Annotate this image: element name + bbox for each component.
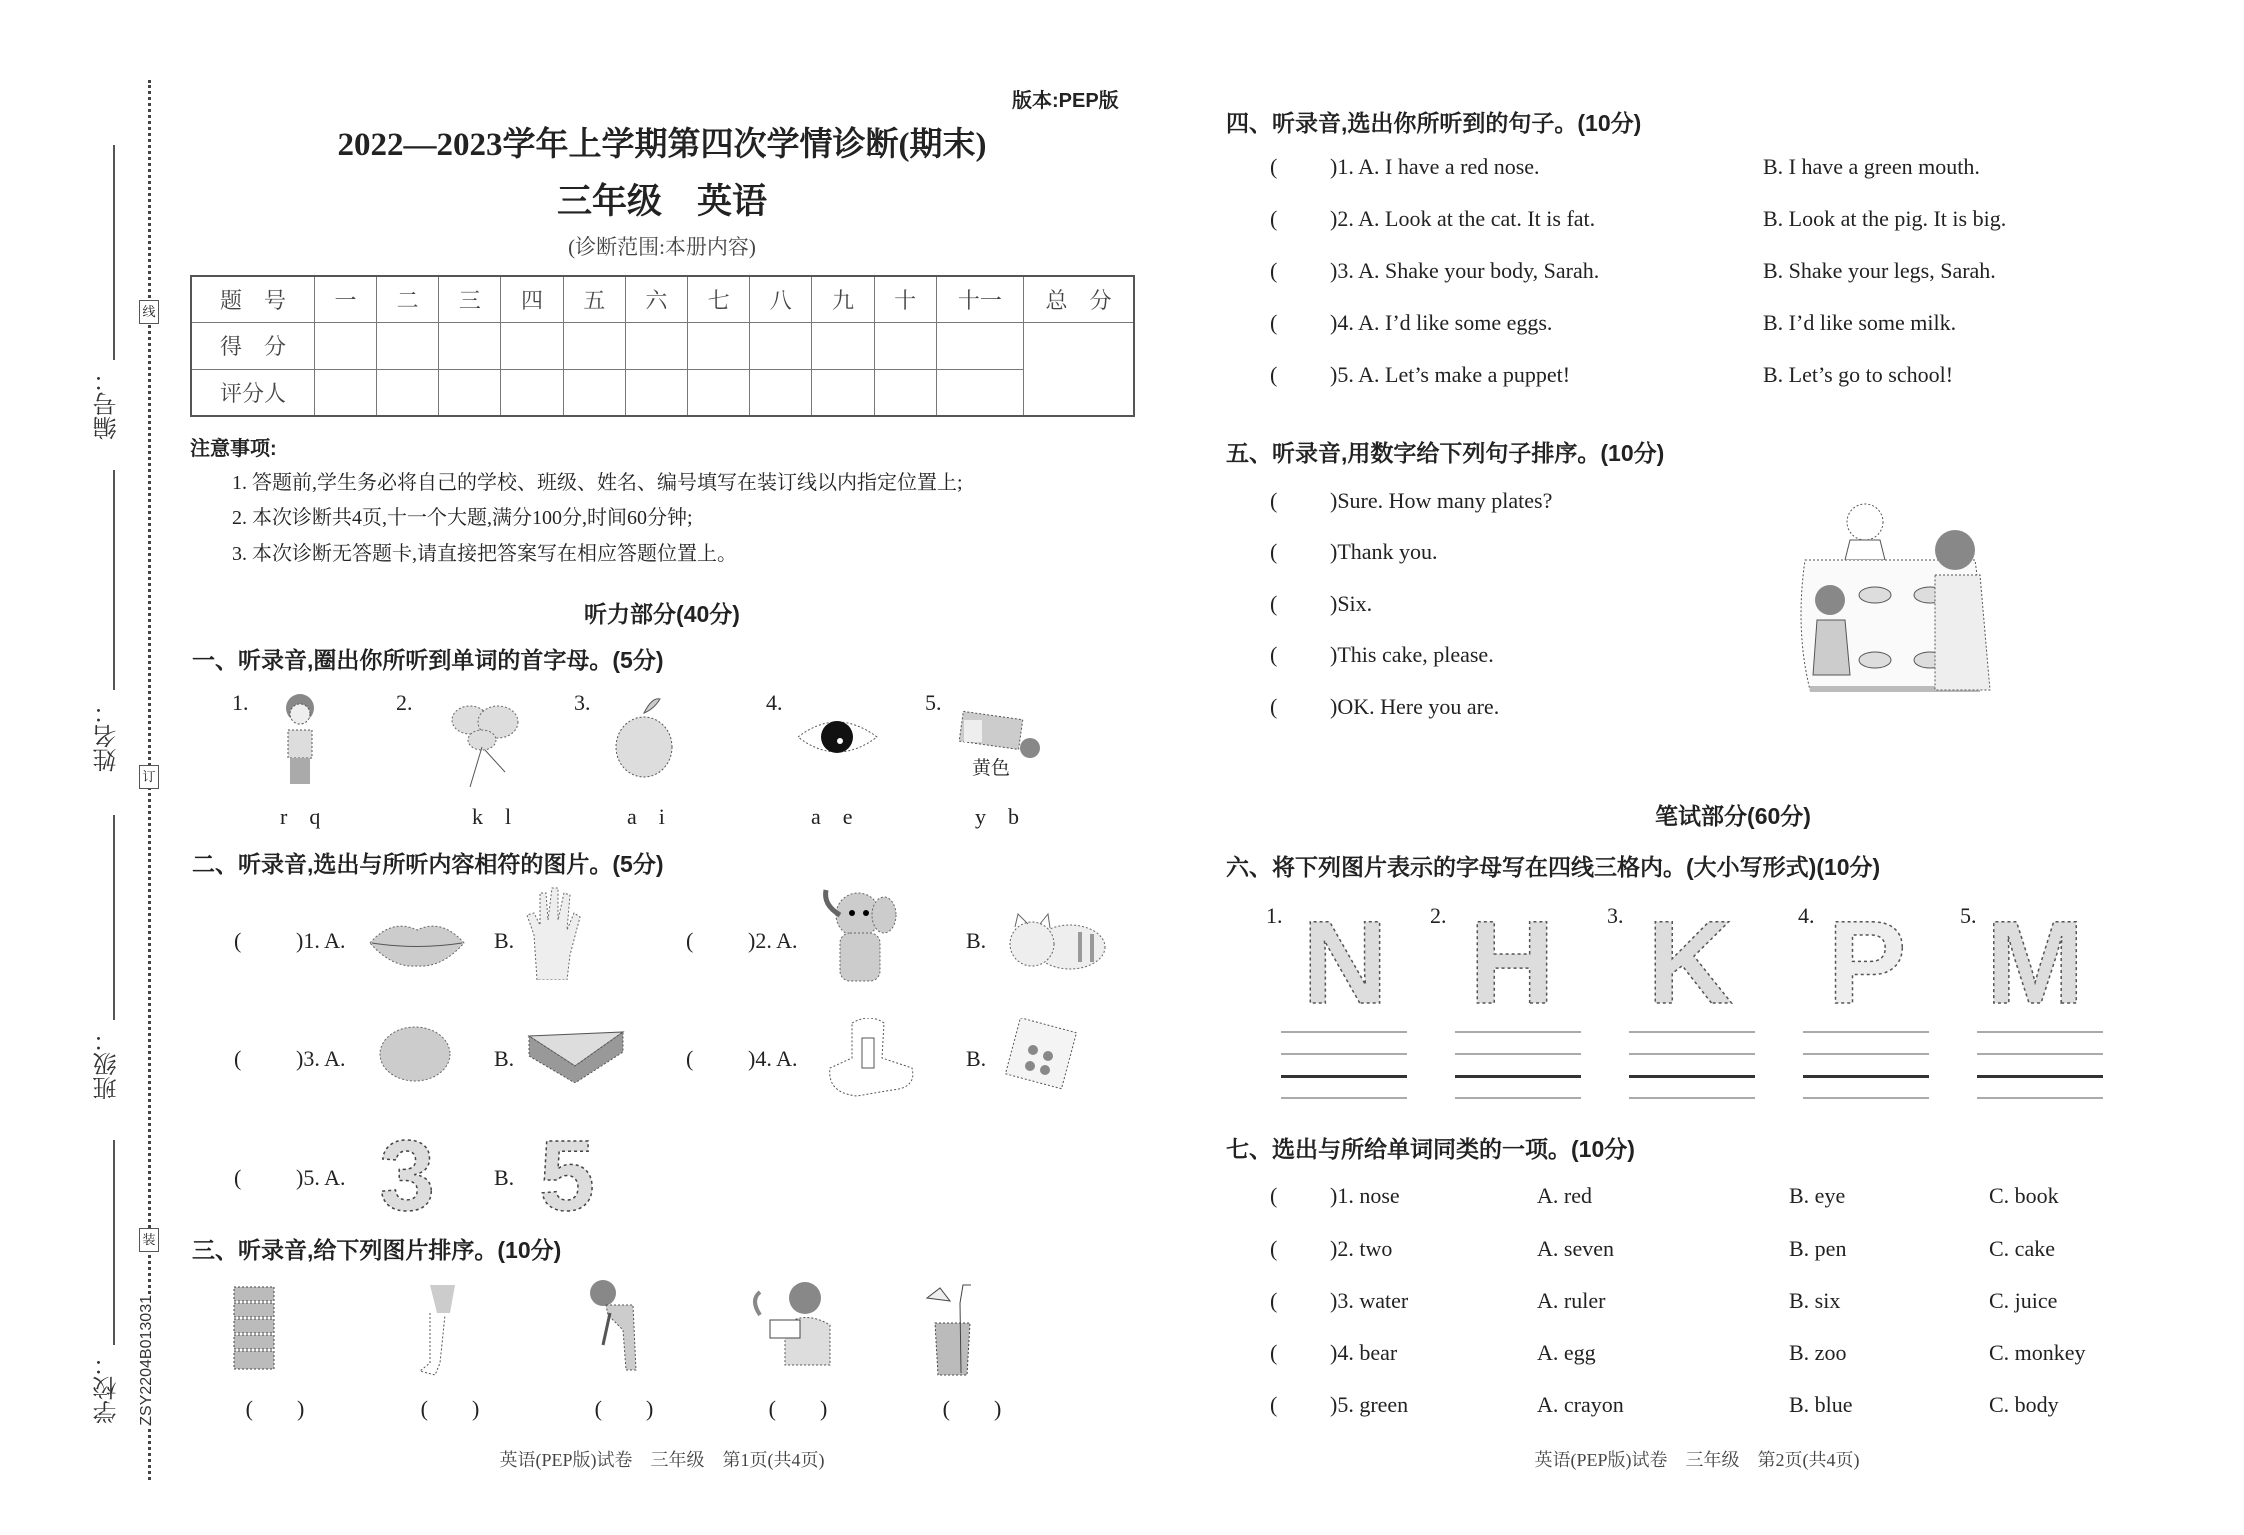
letter-n: N [1302, 905, 1388, 1010]
hand-icon [522, 885, 582, 980]
answer-paren[interactable]: ( [1270, 310, 1278, 335]
q2-3-paren[interactable]: ( [234, 1046, 242, 1071]
score-cell[interactable] [936, 323, 1023, 369]
q1-letters-5[interactable]: y b [975, 804, 1020, 829]
q7-1-b: B. eye [1789, 1183, 1846, 1208]
note-3: 3. 本次诊断无答题卡,请直接把答案写在相应答题位置上。 [232, 543, 737, 565]
juice-glass-icon [925, 1283, 980, 1378]
sandwich-icon [527, 1028, 625, 1083]
answer-paren[interactable]: ( [1270, 642, 1278, 667]
q4-2-b: B. Look at the pig. It is big. [1763, 206, 2007, 231]
field-name-label: 姓名： [94, 700, 121, 772]
q7-2-b: B. pen [1789, 1236, 1847, 1261]
score-cell[interactable] [625, 323, 687, 369]
q2-3-label: )3. A. [296, 1046, 346, 1071]
q4-2-a: )2. A. Look at the cat. It is fat. [1330, 206, 1596, 231]
grader-cell[interactable] [501, 369, 563, 416]
q4-3-a: )3. A. Shake your body, Sarah. [1330, 258, 1600, 283]
q3-blank-1[interactable]: ( ) [245, 1396, 305, 1421]
field-class-label: 班级： [94, 1028, 121, 1100]
row-header-question: 题 号 [191, 276, 314, 323]
q4-4-b: B. I’d like some milk. [1763, 310, 1957, 335]
answer-paren[interactable]: ( [1270, 258, 1278, 283]
grader-cell[interactable] [750, 369, 812, 416]
answer-paren[interactable]: ( [1270, 1236, 1278, 1261]
q5-heading: 五、听录音,用数字给下列句子排序。(10分) [1226, 440, 1665, 466]
score-cell[interactable] [439, 323, 501, 369]
letter-h: H [1469, 905, 1555, 1010]
answer-paren[interactable]: ( [1270, 362, 1278, 387]
girl-blowing-icon [745, 1280, 840, 1370]
q7-2-a: A. seven [1537, 1236, 1614, 1261]
boy-icon [275, 690, 325, 785]
q7-2-word: )2. two [1330, 1236, 1393, 1261]
q5-sentence-4: )This cake, please. [1330, 642, 1494, 667]
q7-5-word: )5. green [1330, 1392, 1409, 1417]
number-five-icon [530, 1125, 605, 1220]
digit-three: 3 [379, 1125, 435, 1220]
q7-5-a: A. crayon [1537, 1392, 1624, 1417]
mark-zhuang: 装 [139, 1228, 159, 1252]
q7-5-b: B. blue [1789, 1392, 1853, 1417]
q1-letters-2[interactable]: k l [472, 804, 512, 829]
q5-sentence-1: )Sure. How many plates? [1330, 488, 1553, 513]
q7-1-word: )1. nose [1330, 1183, 1400, 1208]
q7-3-c: C. juice [1989, 1288, 2058, 1313]
score-row [191, 323, 1134, 369]
mark-xian: 线 [139, 300, 159, 324]
col-8: 八 [750, 276, 812, 323]
grader-cell[interactable] [936, 369, 1023, 416]
q2-4-paren[interactable]: ( [686, 1046, 694, 1071]
q2-1-label: )1. A. [296, 928, 346, 953]
q7-4-a: A. egg [1537, 1340, 1596, 1365]
score-cell[interactable] [812, 323, 874, 369]
q2-5-label: )5. A. [296, 1165, 346, 1190]
exam-title: 2022—2023学年上学期第四次学情诊断(期末) [337, 127, 987, 163]
letter-p: P [1827, 905, 1907, 1010]
grader-cell[interactable] [812, 369, 874, 416]
q7-3-a: A. ruler [1537, 1288, 1606, 1313]
letter-m: M [1985, 905, 2085, 1010]
four-line-grid-4[interactable] [1803, 1031, 1929, 1101]
q5-sentence-2: )Thank you. [1330, 539, 1438, 564]
q2-2-label: )2. A. [748, 928, 798, 953]
col-1: 一 [314, 276, 376, 323]
q4-1-a: )1. A. I have a red nose. [1330, 154, 1540, 179]
grader-cell[interactable] [439, 369, 501, 416]
col-2: 二 [377, 276, 439, 323]
q6-num-4: 4. [1798, 903, 1815, 928]
col-11: 十一 [936, 276, 1023, 323]
exam-subtitle: 三年级 英语 [556, 182, 768, 221]
q5-sentence-3: )Six. [1330, 591, 1373, 616]
log-letter-k-icon [1645, 905, 1735, 1010]
log-letter-m-icon [1985, 905, 2085, 1010]
q7-1-c: C. book [1989, 1183, 2059, 1208]
q3-blank-3[interactable]: ( ) [594, 1396, 654, 1421]
field-class-line[interactable] [113, 815, 115, 1020]
q1-num-1: 1. [232, 690, 249, 715]
q1-letters-3[interactable]: a i [627, 804, 665, 829]
q7-4-c: C. monkey [1989, 1340, 2086, 1365]
row-header-score: 得 分 [191, 323, 314, 369]
field-number-label: 编号： [94, 368, 121, 440]
q2-4-label: )4. A. [748, 1046, 798, 1071]
number-three-icon [370, 1125, 445, 1220]
col-5: 五 [563, 276, 625, 323]
listening-section-title: 听力部分(40分) [584, 601, 740, 627]
answer-paren[interactable]: ( [1270, 1392, 1278, 1417]
q2-2-paren[interactable]: ( [686, 928, 694, 953]
score-cell[interactable] [501, 323, 563, 369]
score-cell[interactable] [874, 323, 936, 369]
field-number-line[interactable] [113, 145, 115, 360]
q2-3-b: B. [494, 1046, 515, 1071]
col-7: 七 [688, 276, 750, 323]
q4-4-a: )4. A. I’d like some eggs. [1330, 310, 1553, 335]
log-letter-h-icon [1465, 905, 1560, 1010]
answer-paren[interactable]: ( [1270, 539, 1278, 564]
four-line-grid-2[interactable] [1455, 1031, 1581, 1101]
field-name-line[interactable] [113, 470, 115, 690]
page-2-footer: 英语(PEP版)试卷 三年级 第2页(共4页) [1534, 1450, 1860, 1470]
page-1-footer: 英语(PEP版)试卷 三年级 第1页(共4页) [499, 1450, 825, 1470]
q3-blank-5[interactable]: ( ) [942, 1396, 1002, 1421]
book-box-icon [1000, 1018, 1080, 1090]
score-cell[interactable] [563, 323, 625, 369]
q6-num-1: 1. [1266, 903, 1283, 928]
q7-3-word: )3. water [1330, 1288, 1409, 1313]
answer-paren[interactable]: ( [1270, 1288, 1278, 1313]
answer-paren[interactable]: ( [1270, 1183, 1278, 1208]
answer-paren[interactable]: ( [1270, 154, 1278, 179]
books-icon [232, 1283, 280, 1375]
grader-row [191, 369, 1134, 416]
q2-4-b: B. [966, 1046, 987, 1071]
field-school-line[interactable] [113, 1140, 115, 1345]
q4-5-a: )5. A. Let’s make a puppet! [1330, 362, 1571, 387]
grader-cell[interactable] [688, 369, 750, 416]
q2-1-paren[interactable]: ( [234, 928, 242, 953]
field-school-label: 学校： [94, 1352, 121, 1424]
q4-1-b: B. I have a green mouth. [1763, 154, 1980, 179]
score-cell[interactable] [750, 323, 812, 369]
grader-cell[interactable] [563, 369, 625, 416]
four-line-grid-1[interactable] [1281, 1031, 1407, 1101]
boy-bending-icon [588, 1275, 643, 1375]
q1-letters-4[interactable]: a e [811, 804, 853, 829]
q4-heading: 四、听录音,选出你所听到的句子。(10分) [1226, 110, 1642, 136]
answer-paren[interactable]: ( [1270, 206, 1278, 231]
row-header-grader: 评分人 [191, 369, 314, 416]
q2-2-b: B. [966, 928, 987, 953]
grader-cell[interactable] [625, 369, 687, 416]
score-cell[interactable] [377, 323, 439, 369]
score-cell[interactable] [688, 323, 750, 369]
q7-4-word: )4. bear [1330, 1340, 1398, 1365]
answer-paren[interactable]: ( [1270, 694, 1278, 719]
version-label: 版本:PEP版 [1012, 90, 1119, 112]
writing-section-title: 笔试部分(60分) [1655, 803, 1811, 829]
bakery-scene-icon [1795, 500, 2010, 720]
q1-num-2: 2. [396, 690, 413, 715]
q4-3-b: B. Shake your legs, Sarah. [1763, 258, 1996, 283]
grader-cell[interactable] [377, 369, 439, 416]
four-line-grid-3[interactable] [1629, 1031, 1755, 1101]
answer-paren[interactable]: ( [1270, 1340, 1278, 1365]
log-letter-p-icon [1825, 905, 1910, 1010]
q7-4-b: B. zoo [1789, 1340, 1847, 1365]
leg-icon [415, 1283, 460, 1378]
q7-5-c: C. body [1989, 1392, 2059, 1417]
mark-ding: 订 [139, 765, 159, 789]
q1-caption-yellow: 黄色 [972, 758, 1011, 779]
score-cell[interactable] [314, 323, 376, 369]
bag-icon [822, 1018, 917, 1098]
flower-icon [440, 692, 530, 787]
q3-blank-2[interactable]: ( ) [420, 1396, 480, 1421]
document-code: ZSY2204B013031 [138, 1295, 155, 1426]
grader-cell[interactable] [874, 369, 936, 416]
answer-paren[interactable]: ( [1270, 591, 1278, 616]
q1-heading: 一、听录音,圈出你所听到单词的首字母。(5分) [192, 647, 664, 673]
col-total: 总 分 [1024, 276, 1134, 323]
notes-title: 注意事项: [190, 438, 277, 460]
col-4: 四 [501, 276, 563, 323]
total-score-cell[interactable] [1024, 323, 1134, 416]
q3-blank-4[interactable]: ( ) [768, 1396, 828, 1421]
q6-num-2: 2. [1430, 903, 1447, 928]
grader-cell[interactable] [314, 369, 376, 416]
q7-1-a: A. red [1537, 1183, 1592, 1208]
exam-scope: (诊断范围:本册内容) [568, 235, 756, 259]
col-3: 三 [439, 276, 501, 323]
q2-heading: 二、听录音,选出与所听内容相符的图片。(5分) [192, 851, 664, 877]
cat-icon [1000, 912, 1110, 972]
q1-letters-1[interactable]: r q [280, 804, 321, 829]
q7-heading: 七、选出与所给单词同类的一项。(10分) [1226, 1136, 1635, 1162]
note-2: 2. 本次诊断共4页,十一个大题,满分100分,时间60分钟; [232, 507, 693, 529]
answer-paren[interactable]: ( [1270, 488, 1278, 513]
col-6: 六 [625, 276, 687, 323]
letter-k: K [1647, 905, 1733, 1010]
q6-num-3: 3. [1607, 903, 1624, 928]
digit-five: 5 [539, 1125, 595, 1220]
elephant-icon [818, 885, 898, 985]
score-table-header-row [191, 276, 1134, 323]
q2-5-paren[interactable]: ( [234, 1165, 242, 1190]
note-1: 1. 答题前,学生务必将自己的学校、班级、姓名、编号填写在装订线以内指定位置上; [232, 472, 963, 494]
col-10: 十 [874, 276, 936, 323]
egg-icon [378, 1024, 453, 1084]
eye-icon [795, 715, 880, 760]
q2-1-b: B. [494, 928, 515, 953]
log-letter-n-icon [1300, 905, 1390, 1010]
q4-5-b: B. Let’s go to school! [1763, 362, 1954, 387]
apple-icon [612, 695, 677, 780]
q1-num-4: 4. [766, 690, 783, 715]
col-9: 九 [812, 276, 874, 323]
q6-heading: 六、将下列图片表示的字母写在四线三格内。(大小写形式)(10分) [1226, 854, 1881, 880]
q2-5-b: B. [494, 1165, 515, 1190]
score-table [190, 275, 1135, 417]
q7-3-b: B. six [1789, 1288, 1841, 1313]
lips-icon [367, 918, 467, 968]
q1-num-5: 5. [925, 690, 942, 715]
four-line-grid-5[interactable] [1977, 1031, 2103, 1101]
q5-sentence-5: )OK. Here you are. [1330, 694, 1500, 719]
q3-heading: 三、听录音,给下列图片排序。(10分) [192, 1237, 562, 1263]
q1-num-3: 3. [574, 690, 591, 715]
q6-num-5: 5. [1960, 903, 1977, 928]
q7-2-c: C. cake [1989, 1236, 2055, 1261]
